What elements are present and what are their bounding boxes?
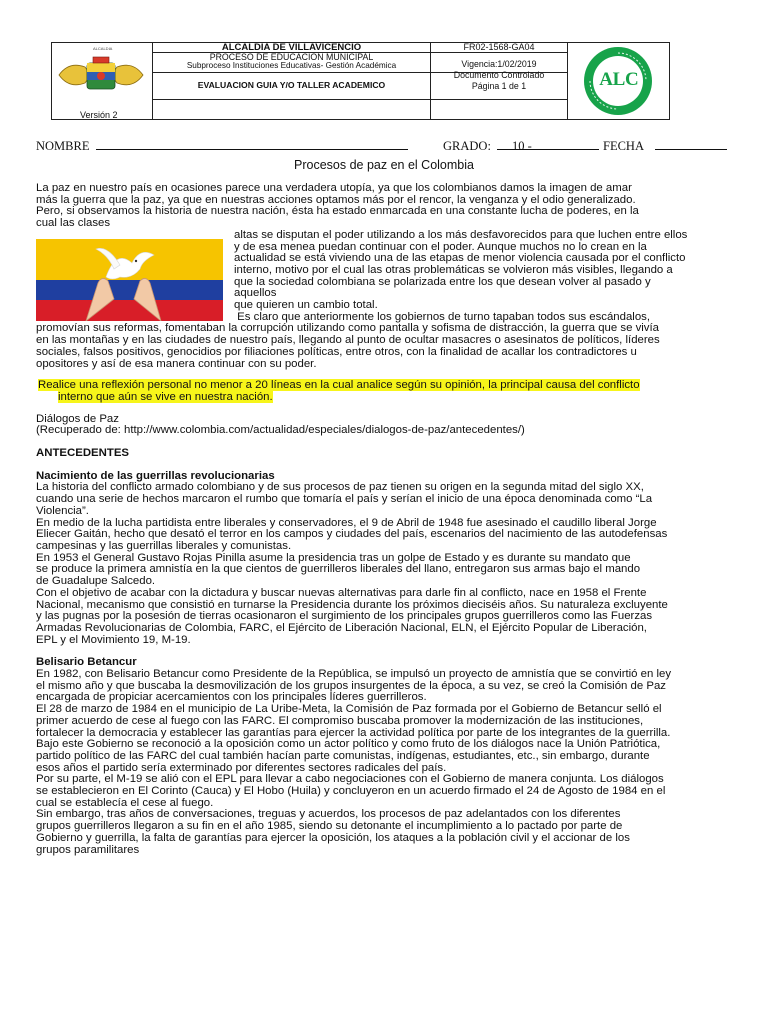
paragraph-line: esos años el partido sería exterminado por diferentes sectores radicales del país. xyxy=(36,761,447,774)
name-label: NOMBRE xyxy=(36,139,90,153)
document-header-table xyxy=(51,42,670,120)
paragraph-line: Con el objetivo de acabar con la dictadura y buscar nuevas alternativas para darle fin al conflicto, nace en 1958 el Frente xyxy=(36,586,647,599)
paragraph-line: EPL y el Movimiento 19, M-19. xyxy=(36,633,191,646)
section-heading: ANTECEDENTES xyxy=(36,447,130,460)
paragraph-line: cuando una serie de hechos marcaron el rumbo que tomaría el país y serían el inicio de una época denominada como “La xyxy=(36,493,653,506)
paragraph-line: de Guadalupe Salcedo. xyxy=(36,575,156,588)
intro-line: promovían sus reformas, fomentaban la corrupción utilizando como pantalla y sofisma de distracción, la guerra que se vivía xyxy=(36,322,660,335)
paragraph-line: se establecieron en El Corinto (Cauca) y El Hobo (Huila) y concluyeron en un acuerdo firmado el 24 de Agosto de 1984 en el xyxy=(36,785,666,798)
intro-side-line: altas se disputan el poder utilizando a los más desfavorecidos para que luchen entre ellos xyxy=(234,228,688,241)
header-institution-logo-cell xyxy=(568,43,669,119)
name-field[interactable] xyxy=(96,149,408,150)
header-control-cell xyxy=(431,43,568,119)
process-name: PROCESO DE EDUCACION MUNICIPAL xyxy=(209,52,374,62)
subprocess-name: Subproceso Instituciones Educativas- Gestión Académica xyxy=(186,61,397,70)
student-info-line xyxy=(36,139,732,153)
org-name: ALCALDIA DE VILLAVICENCIO xyxy=(221,42,362,53)
paragraph-line: Gobierno y guerrilla, la falta de garantías para ejercer la oposición, los ataques a la población civil y el accionar de los xyxy=(36,831,630,844)
paragraph-line: En 1953 el General Gustavo Rojas Pinilla asume la presidencia tras un golpe de Estado y es durante su mandato que xyxy=(36,551,631,564)
paragraph-line: En medio de la lucha partidista entre liberales y conservadores, el 9 de Abril de 1948 fue asesinado el caudillo liberal Jorge xyxy=(36,516,657,529)
paragraph-line: partido político de las FARC del cual también hacían parte comunistas, indígenas, estudiantes, etc., sin embargo, durante xyxy=(36,749,650,762)
shield-caption: ALCALDIA xyxy=(93,46,113,51)
date-label: FECHA xyxy=(603,139,644,153)
version-label: Versión 2 xyxy=(80,110,118,120)
intro-line: Pero, si observamos la historia de nuestra nación, ésta ha estado enmarcada en una constante lucha de poderes, en la xyxy=(36,205,639,218)
intro-line: cual las clases xyxy=(36,217,111,230)
subsection-heading: Nacimiento de las guerrillas revolucionarias xyxy=(36,469,275,482)
doc-title: EVALUACION GUIA Y/O TALLER ACADEMICO xyxy=(197,80,386,90)
paragraph-line: Sin embargo, tras años de conversaciones, treguas y acuerdos, los procesos de paz adelantados con los diferentes xyxy=(36,808,621,821)
intro-line: opositores y así de esa manera continuar con su poder. xyxy=(36,357,317,370)
page-number: Página 1 de 1 xyxy=(471,81,527,91)
task-instruction: interno que aún se vive en nuestra nación. xyxy=(58,390,273,403)
intro-side-line: que la sociedad colombiana se polarizada entre los que desean volver al pasado y xyxy=(234,275,651,288)
paragraph-line: Por su parte, el M-19 se alió con el EPL para llevar a cabo negociaciones con el Gobierno de manera conjunta. Los diálogos xyxy=(36,773,664,786)
paragraph-line: Armadas Revolucionarias de Colombia, FARC, el Ejército de Liberación Nacional, ELN, el Ejército Popular de Liberación, xyxy=(36,621,647,634)
grade-label: GRADO: xyxy=(443,139,491,153)
paragraph-line: El 28 de marzo de 1984 en el municipio de La Uribe-Meta, la Comisión de Paz formada por el Gobierno de Betancur selló el xyxy=(36,703,662,716)
task-instruction: Realice una reflexión personal no menor a 20 líneas en la cual analice según su opinión, la principal causa del conflicto xyxy=(38,379,640,392)
paragraph-line: y las pugnas por la posesión de tierras ocasionaron el surgimiento de los principales grupos guerrilleros como las Fuerzas xyxy=(36,610,653,623)
page-title: Procesos de paz en el Colombia xyxy=(294,158,474,172)
doc-code: FR02-1568-GA04 xyxy=(463,42,535,52)
intro-side-line: que quieren un cambio total. xyxy=(234,299,378,312)
intro-side-line: actualidad se está viviendo una de las etapas de menor violencia causada por el conflicto xyxy=(234,252,686,265)
paragraph-line: campesinas y las guerrillas liberales y comunistas. xyxy=(36,539,292,552)
villavicencio-shield-icon xyxy=(55,55,147,95)
paragraph-line: Violencia”. xyxy=(36,504,89,517)
paragraph-line: se produce la primera amnistía en la que cientos de guerrilleros liberales del llano, entregaron sus armas bajo el mando xyxy=(36,563,641,576)
header-logo-cell xyxy=(52,43,153,119)
intro-line: más la guerra que la paz, ya que en nuestras acciones optamos más por el rencor, la venganza y el odio generalizado. xyxy=(36,193,636,206)
paragraph-line: La historia del conflicto armado colombiano y de sus procesos de paz tienen su origen en la segunda mitad del siglo XX, xyxy=(36,481,644,494)
logo-letters: A L C xyxy=(599,69,637,90)
grade-value: 10 - xyxy=(512,139,532,153)
header-title-cell xyxy=(153,43,431,119)
paragraph-line: En 1982, con Belisario Betancur como Presidente de la República, se impulsó un proyecto de amnistía que se convirtió en ley xyxy=(36,668,672,681)
paragraph-line: Nacional, mecanismo que consistió en turnarse la Presidencia durante los próximos dieciséis años. Su naturaleza excluyente xyxy=(36,598,668,611)
intro-side-line: y de esa menea puedan continuar con el poder. Aunque muchos no lo crean en la xyxy=(234,240,647,253)
subsection-heading: Belisario Betancur xyxy=(36,656,137,669)
intro-side-line: interno, motivo por el cual las otras problemáticas se volvieron más visibles, llegando a xyxy=(234,263,673,276)
intro-line: La paz en nuestro país en ocasiones parece una verdadera utopía, ya que los colombianos damos la imagen de amar xyxy=(36,182,632,194)
date-field[interactable] xyxy=(655,149,727,150)
document-body xyxy=(36,183,736,856)
paragraph-line: encargada de propiciar acercamientos con los principales líderes guerrilleros. xyxy=(36,691,427,704)
paragraph-line: primer acuerdo de cese al fuego con las FARC. El compromiso buscaba promover la modernización de las instituciones, xyxy=(36,714,644,727)
source-title: Diálogos de Paz xyxy=(36,412,119,425)
intro-line: sociales, falsos positivos, genocidios por filiaciones políticas, entre otros, con la finalidad de acallar los contradictores u xyxy=(36,345,637,358)
paragraph-line: el mismo año y que buscaba la desmovilización de los grupos insurgentes de la época, a su vez, se creó la Comisión de Paz xyxy=(36,679,666,692)
paragraph-line: Eliecer Gaitán, hecho que desató el terror en los campos y ciudades del país, escenarios del nacimiento de las autodefensas xyxy=(36,528,668,541)
intro-side-line: aquellos xyxy=(234,287,277,300)
source-url: (Recuperado de: http://www.colombia.com/actualidad/especiales/dialogos-de-paz/antecedentes/) xyxy=(36,424,525,437)
controlled-label: Documento Controlado xyxy=(453,70,545,80)
intro-side-line: Es claro que anteriormente los gobiernos de turno tapaban todos sus escándalos, xyxy=(234,310,651,323)
paragraph-line: grupos guerrilleros llegaron a su fin en el año 1985, siendo su detonante el incumplimiento a lo pactado por parte de xyxy=(36,820,623,833)
paragraph-line: fortalecer la democracia y establecer las garantías para ejercer la actividad política por parte de los integrantes de la guerrilla. xyxy=(36,726,671,739)
paragraph-line: grupos paramilitares xyxy=(36,843,140,856)
intro-line: en las montañas y en las ciudades de nuestro país, llegando al punto de ocultar masacres o asesinatos de políticos, líderes xyxy=(36,334,660,347)
paragraph-line: Bajo este Gobierno se reconoció a la oposición como un actor político y como fruto de los diálogos nace la Unión Patriótica, xyxy=(36,738,661,751)
paragraph-line: cual se establecía el cese al fuego. xyxy=(36,796,214,809)
validity: Vigencia:1/02/2019 xyxy=(461,59,537,69)
